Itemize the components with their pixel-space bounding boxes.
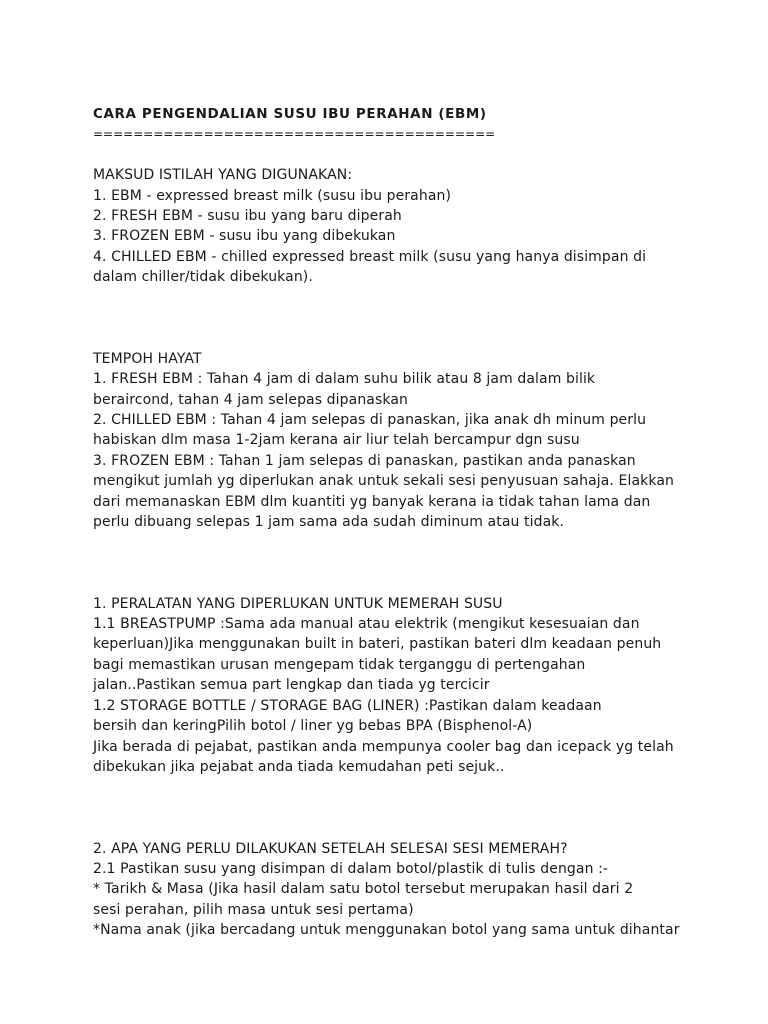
spacer [93,818,693,838]
shelf-life-line: dari memanaskan EBM dlm kuantiti yg banyak kerana ia tidak tahan lama dan [93,493,651,510]
equipment-line: bagi memastikan urusan mengepam tidak terganggu di pertengahan [93,656,586,673]
equipment-line: 1.1 BREASTPUMP :Sama ada manual atau elektrik (mengikut kesesuaian dan [93,616,640,633]
shelf-life-heading: TEMPOH HAYAT [93,350,202,367]
equipment-line: keperluan)Jika menggunakan built in bateri, pastikan bateri dlm keadaan penuh [93,636,662,653]
after-session-line: sesi perahan, pilih masa untuk sesi pertama) [93,901,414,918]
equipment-line: Jika berada di pejabat, pastikan anda mempunya cooler bag dan icepack yg telah [93,738,674,755]
definition-line: 1. EBM - expressed breast milk (susu ibu perahan) [93,187,452,204]
shelf-life-line: beraircond, tahan 4 jam selepas dipanaskan [93,391,408,408]
document-body [93,104,693,941]
spacer [93,288,693,329]
definition-line: 4. CHILLED EBM - chilled expressed breast milk (susu yang hanya disimpan di [93,248,647,265]
spacer [93,328,693,348]
definitions-heading: MAKSUD ISTILAH YANG DIGUNAKAN: [93,167,353,184]
definition-line: dalam chiller/tidak dibekukan). [93,269,313,286]
spacer [93,145,693,165]
equipment-line: jalan..Pastikan semua part lengkap dan tiada yg tercicir [93,677,490,694]
spacer [93,573,693,593]
equipment-heading: 1. PERALATAN YANG DIPERLUKAN UNTUK MEMERAH SUSU [93,595,503,612]
equipment-line: dibekukan jika pejabat anda tiada kemudahan peti sejuk.. [93,758,505,775]
after-session-line: 2.1 Pastikan susu yang disimpan di dalam botol/plastik di tulis dengan :- [93,860,609,877]
shelf-life-line: 2. CHILLED EBM : Tahan 4 jam selepas di panaskan, jika anak dh minum perlu [93,412,647,429]
shelf-life-line: 3. FROZEN EBM : Tahan 1 jam selepas di panaskan, pastikan anda panaskan [93,452,636,469]
document-title: CARA PENGENDALIAN SUSU IBU PERAHAN (EBM) [93,106,487,122]
equipment-section [93,594,693,778]
spacer [93,777,693,818]
after-session-line: * Tarikh & Masa (Jika hasil dalam satu botol tersebut merupakan hasil dari 2 [93,881,634,898]
title-separator: ======================================== [93,127,496,142]
definition-line: 2. FRESH EBM - susu ibu yang baru diperah [93,208,402,225]
definitions-section [93,165,693,287]
spacer [93,532,693,573]
after-session-section [93,839,693,941]
equipment-line: 1.2 STORAGE BOTTLE / STORAGE BAG (LINER) :Pastikan dalam keadaan [93,697,602,714]
definition-line: 3. FROZEN EBM - susu ibu yang dibekukan [93,228,396,245]
equipment-line: bersih dan keringPilih botol / liner yg bebas BPA (Bisphenol-A) [93,718,533,735]
after-session-heading: 2. APA YANG PERLU DILAKUKAN SETELAH SELESAI SESI MEMERAH? [93,840,568,857]
shelf-life-section [93,349,693,533]
shelf-life-line: 1. FRESH EBM : Tahan 4 jam di dalam suhu bilik atau 8 jam dalam bilik [93,371,596,388]
shelf-life-line: habiskan dlm masa 1-2jam kerana air liur telah bercampur dgn susu [93,432,580,449]
shelf-life-line: mengikut jumlah yg diperlukan anak untuk sekali sesi penyusuan sahaja. Elakkan [93,473,674,490]
after-session-line: *Nama anak (jika bercadang untuk menggunakan botol yang sama untuk dihantar [93,922,680,939]
shelf-life-line: perlu dibuang selepas 1 jam sama ada sudah diminum atau tidak. [93,514,565,531]
